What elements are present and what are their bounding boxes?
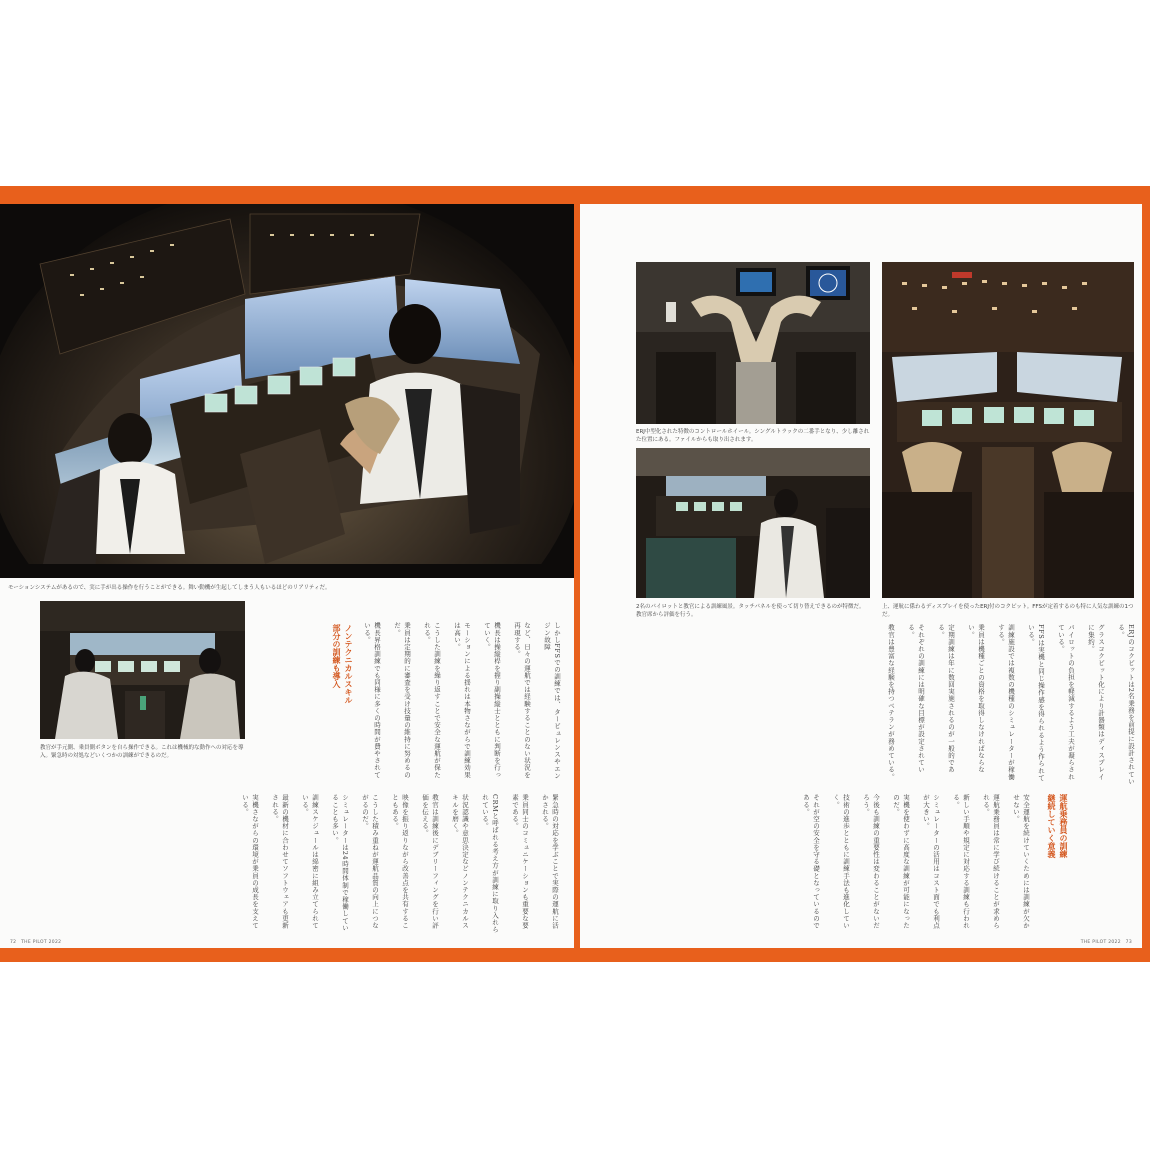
right-top-col-7: 定期訓練は年に数回実施されるのが一般的である。 [937,624,955,774]
right-folio: THE PILOT 2022 73 [1080,940,1132,945]
caption-yoke-photo: ERJ中型化された特徴のコントロールホイール。シングルトラックの二番手となり、少し離された位置にある。ファイルからも取り出されます。 [636,429,870,443]
caption-main-photo: モーションシステムがあるので、実に手が出る操作を行うことができる。舞い動機が生起してしまう人もいるほどのリアリティだ。 [8,585,331,591]
right-top-col-1: ERJのコクピットは2名乗務を前提に設計されている。 [1117,624,1135,785]
cockpit-fisheye-illustration [0,204,574,578]
right-bottom-col-8: それが空の安全を守る礎となっているのである。 [802,794,820,929]
right-bottom-col-2: 運航乗務員は常に学び続けることが求められる。 [982,794,1000,929]
right-body-bottom [636,794,1031,934]
right-top-col-3: パイロットの負担を軽減するよう工夫が凝らされている。 [1057,624,1075,781]
left-top-col-4: モーションによる揺れは本物さながらで訓練効果は高い。 [453,622,471,779]
left-bottom-col-8: シミュレーターは24時間体制で稼働していることも多い。 [331,794,349,932]
control-yoke-photo [636,262,870,424]
right-top-col-6: 乗員は機種ごとの資格を取得しなければならない。 [967,624,985,774]
left-bottom-col-7: こうした積み重ねが運航品質の向上につながるのだ。 [361,794,379,929]
magazine-spread [0,186,1150,962]
right-bottom-col-7: 技術の進歩とともに訓練手法も進化していく。 [832,794,850,929]
caption-small-photo: 教官が手元側、乗員側ボタンを自ら操作できる。これは機械的な動作への対応を導入。緊急時の対処などいくつかの訓練ができるのだ。 [40,745,244,759]
left-top-col-3: 機長は操縦桿を握り副操縦士とともに判断を行っていく。 [483,622,501,779]
left-bottom-col-4: 状況認識や意思決定などノンテクニカルスキルを磨く。 [451,794,469,929]
erj-cockpit-photo [882,262,1134,598]
left-bottom-col-2: 乗員同士のコミュニケーションも重要な要素である。 [511,794,529,929]
simulator-interior-illustration [40,601,245,739]
right-bottom-col-5: 実機を使わずに高度な訓練が可能になったのだ。 [892,794,910,929]
left-bottom-col-9: 訓練スケジュールは綿密に組み立てられている。 [301,794,319,929]
left-page [0,204,574,948]
right-section-heading: 運航乗務員の訓練 継続していく意義 [1047,794,1068,858]
right-top-col-8: それぞれの訓練には明確な目標が設定されている。 [907,624,925,774]
right-page [580,204,1142,948]
cockpit-fisheye-photo [0,204,574,578]
right-top-col-4: FFSは実機と同じ操作感を得られるよう作られている。 [1027,624,1045,782]
right-body-top [636,624,1136,786]
left-top-col-7: 機長昇格訓練でも同様に多くの時間が費やされている。 [363,622,381,779]
left-bottom-col-11: 実機さながらの環境が乗員の成長を支えている。 [241,794,259,929]
left-top-col-5: こうした訓練を繰り返すことで安全な運航が保たれる。 [423,622,441,779]
erj-cockpit-illustration [882,262,1134,598]
left-bottom-col-1: 緊急時の対応を学ぶことで実際の運航に活かされる。 [541,794,559,929]
left-body-bottom [40,794,560,934]
right-bottom-col-3: 新しい手順や規定に対応する訓練も行われる。 [952,794,970,929]
training-session-photo [636,448,870,598]
right-bottom-col-1: 安全運航を続けていくためには訓練が欠かせない。 [1012,794,1030,929]
cockpit-simulator-photo-small [40,601,245,739]
left-top-col-1: しかしFFSでの訓練では、タービュレンスやエンジン故障 [543,622,561,780]
left-bottom-col-5: 教官は訓練後にデブリーフィングを行い評価を伝える。 [421,794,439,929]
left-top-col-2: など、日々の運航では経験することのない状況を再現する。 [513,622,531,779]
left-body-top [262,622,562,785]
training-session-illustration [636,448,870,598]
left-folio: 72 THE PILOT 2022 [10,940,62,945]
right-top-col-9: 教官は豊富な経験を持つベテランが務めている。 [887,624,895,781]
caption-training-photo: 2名のパイロットと教官による訓練風景。タッチパネルを使って切り替えできるのが特徴だ。教官席から評価を行う。 [636,604,865,618]
right-top-col-2: グラスコクピット化により計器類はディスプレイに集約。 [1087,624,1105,781]
right-bottom-col-6: 今後も訓練の重要性は変わることがないだろう。 [862,794,880,929]
control-yoke-illustration [636,262,870,424]
left-bottom-col-6: 映像を振り返りながら改善点を共有することもある。 [391,794,409,929]
left-top-col-6: 乗員は定期的に審査を受け技量の維持に努めるのだ。 [393,622,411,779]
left-bottom-col-3: CRMと呼ばれる考え方が訓練に取り入れられている。 [481,794,499,934]
caption-erj-photo: 上、運航に係わるディスプレイを使ったERJ付のコクピット。FFSが定着するのも特に人気な訓練の1つだ。 [882,604,1134,618]
right-top-col-5: 訓練施設では複数の機種のシミュレーターが稼働する。 [997,624,1015,781]
left-bottom-col-10: 最新の機材に合わせてソフトウェアも更新される。 [271,794,289,929]
right-bottom-col-4: シミュレーターの活用はコスト面でも利点が大きい。 [922,794,940,929]
left-section-heading: ノンテクニカルスキル 部分の訓練も導入 [332,624,353,704]
